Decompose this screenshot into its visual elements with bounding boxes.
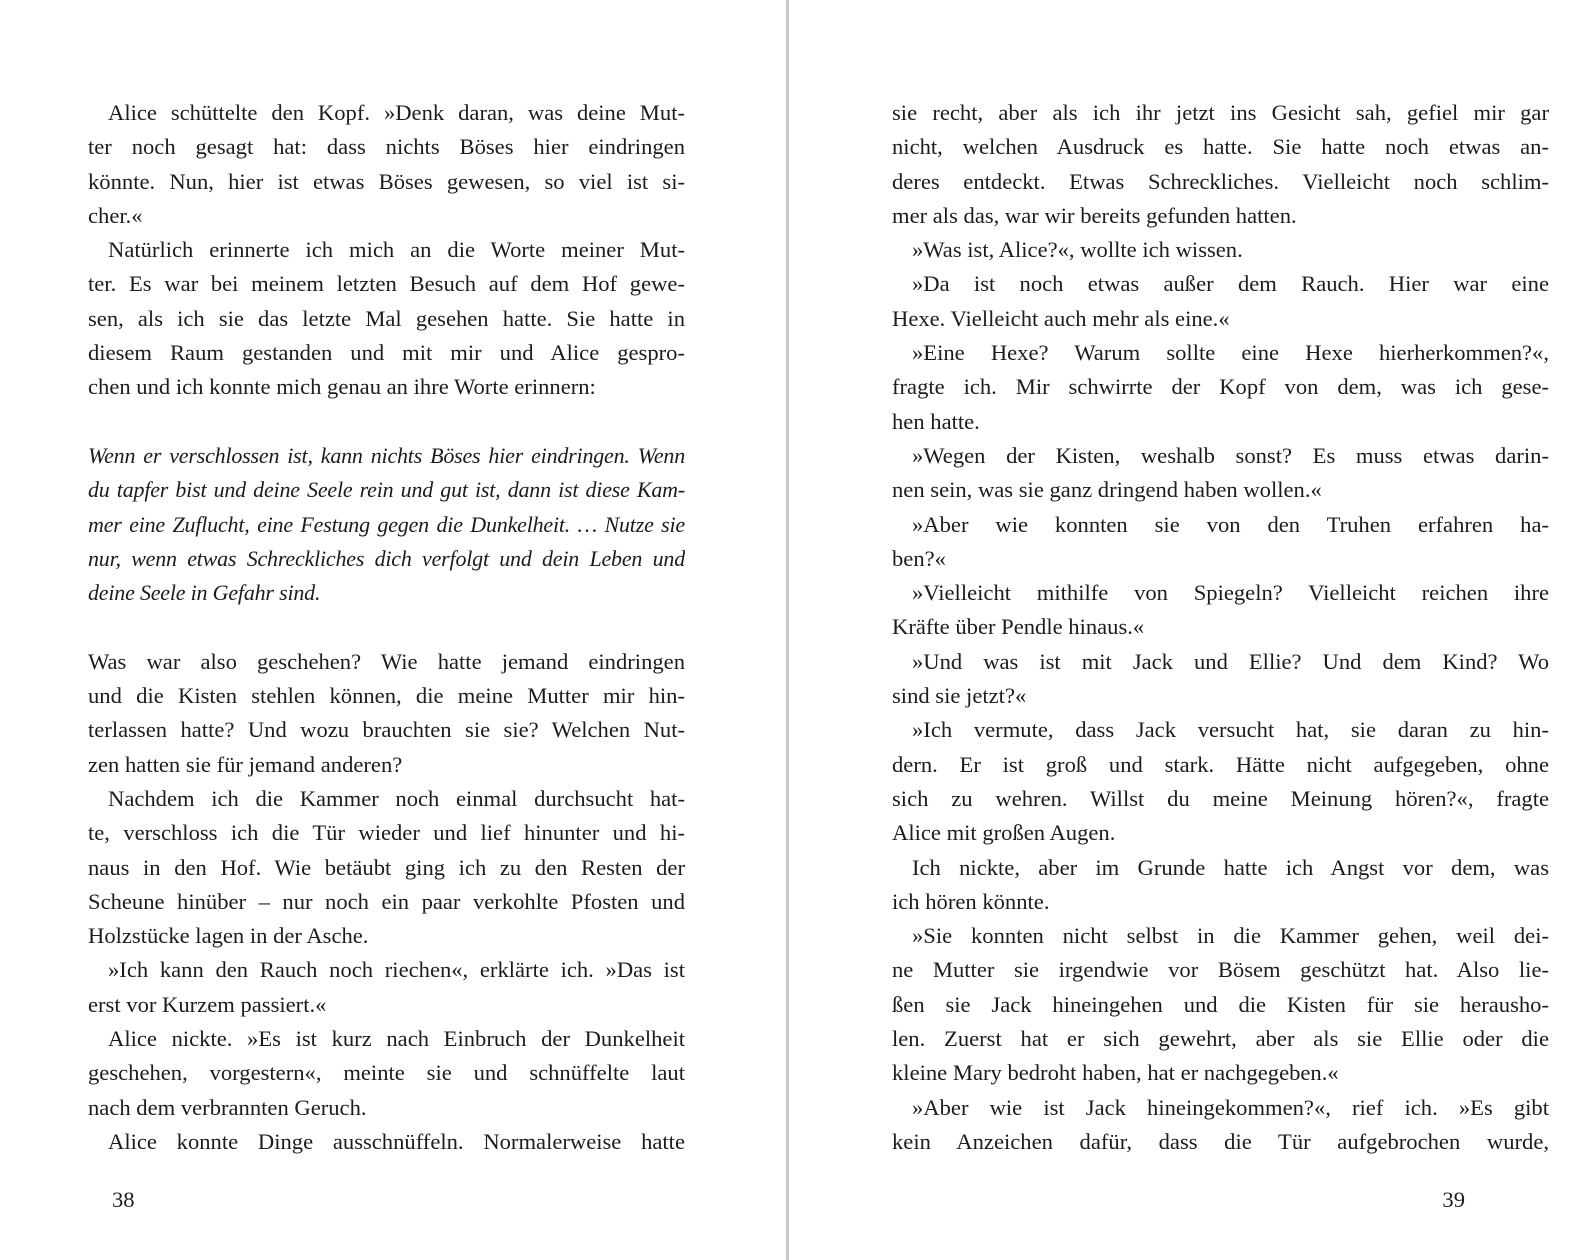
paragraph [892, 713, 1549, 850]
text-line: »Vielleicht mithilfe von Spiegeln? Vielleicht reichen ihre [912, 580, 1549, 606]
paragraph [892, 267, 1549, 336]
text-line: chen und ich konnte mich genau an ihre Worte erinnern: [88, 374, 596, 400]
text-line: ßen sie Jack hineingehen und die Kisten für sie herausho- [892, 991, 1549, 1017]
paragraph [88, 645, 685, 782]
text-line: Natürlich erinnerte ich mich an die Worte meiner Mut- [108, 237, 685, 263]
text-line: du tapfer bist und deine Seele rein und gut ist, dann ist diese Kam- [88, 477, 685, 503]
text-line: len. Zuerst hat er sich gewehrt, aber als sie Ellie oder die [892, 1026, 1549, 1052]
text-line: ben?« [892, 545, 946, 571]
text-line: kein Anzeichen dafür, dass die Tür aufgebrochen wurde, [892, 1128, 1549, 1154]
paragraph [88, 233, 685, 404]
text-line: »Aber wie konnten sie von den Truhen erfahren ha- [912, 511, 1549, 537]
text-line: »Sie konnten nicht selbst in die Kammer gehen, weil dei- [912, 923, 1549, 949]
text-line: Kräfte über Pendle hinaus.« [892, 614, 1145, 640]
right-page [789, 0, 1577, 1260]
text-line: Was war also geschehen? Wie hatte jemand eindringen [88, 648, 685, 674]
text-line: sind sie jetzt?« [892, 683, 1027, 709]
text-line: Wenn er verschlossen ist, kann nichts Böses hier eindringen. Wenn [88, 442, 685, 468]
text-line: »Ich kann den Rauch noch riechen«, erklärte ich. »Das ist [108, 957, 685, 983]
right-page-number: 39 [1442, 1187, 1465, 1212]
paragraph [892, 1091, 1549, 1160]
text-line: naus in den Hof. Wie betäubt ging ich zu den Resten der [88, 854, 685, 880]
quote-paragraph [88, 439, 685, 610]
paragraph [892, 439, 1549, 508]
text-line: diesem Raum gestanden und mit mir und Alice gespro- [88, 340, 685, 366]
text-line: »Was ist, Alice?«, wollte ich wissen. [912, 237, 1243, 263]
text-line: ich hören könnte. [892, 888, 1050, 914]
text-line: Holzstücke lagen in der Asche. [88, 923, 369, 949]
left-page-number: 38 [112, 1187, 135, 1212]
text-line: nen sein, was sie ganz dringend haben wollen.« [892, 477, 1322, 503]
text-line: kleine Mary bedroht haben, hat er nachgegeben.« [892, 1060, 1339, 1086]
left-page [0, 0, 786, 1260]
text-line: »Und was ist mit Jack und Ellie? Und dem Kind? Wo [912, 648, 1549, 674]
text-line: erst vor Kurzem passiert.« [88, 991, 327, 1017]
text-line: ne Mutter sie irgendwie vor Bösem geschützt hat. Also lie- [892, 957, 1549, 983]
text-line: mer als das, war wir bereits gefunden hatten. [892, 202, 1297, 228]
text-line: Alice mit großen Augen. [892, 820, 1116, 846]
text-line: »Da ist noch etwas außer dem Rauch. Hier war eine [912, 271, 1549, 297]
text-line: Alice schüttelte den Kopf. »Denk daran, was deine Mut- [108, 100, 685, 125]
paragraph [892, 576, 1549, 645]
text-line: sen, als ich sie das letzte Mal gesehen hatte. Sie hatte in [88, 305, 685, 331]
text-line: cher.« [88, 202, 143, 228]
paragraph [892, 919, 1549, 1090]
paragraph [892, 336, 1549, 439]
text-line: Nachdem ich die Kammer noch einmal durchsucht hat- [108, 785, 685, 811]
text-line: Alice konnte Dinge ausschnüffeln. Normalerweise hatte [108, 1128, 685, 1154]
paragraph [892, 645, 1549, 714]
text-line: terlassen hatte? Und wozu brauchten sie sie? Welchen Nut- [88, 717, 685, 743]
text-line: deres entdeckt. Etwas Schreckliches. Vielleicht noch schlim- [892, 168, 1549, 194]
paragraph [88, 1125, 685, 1159]
text-line: fragte ich. Mir schwirrte der Kopf von dem, was ich gese- [892, 374, 1549, 400]
paragraph [892, 851, 1549, 920]
text-line: ter noch gesagt hat: dass nichts Böses hier eindringen [88, 134, 685, 160]
text-line: nicht, welchen Ausdruck es hatte. Sie hatte noch etwas an- [892, 134, 1549, 160]
text-line: deine Seele in Gefahr sind. [88, 580, 321, 606]
text-line: Scheune hinüber – nur noch ein paar verkohlte Pfosten und [88, 888, 685, 914]
left-page-text [88, 96, 685, 1159]
right-page-text [892, 96, 1549, 1159]
text-line: ter. Es war bei meinem letzten Besuch auf dem Hof gewe- [88, 271, 685, 297]
text-line: zen hatten sie für jemand anderen? [88, 751, 403, 777]
text-line: hen hatte. [892, 408, 980, 434]
text-line: »Aber wie ist Jack hineingekommen?«, rief ich. »Es gibt [912, 1094, 1549, 1120]
paragraph [892, 233, 1549, 267]
text-line: sich zu wehren. Willst du meine Meinung hören?«, fragte [892, 785, 1549, 811]
text-line: te, verschloss ich die Tür wieder und lief hinunter und hi- [88, 820, 685, 846]
text-line: sie recht, aber als ich ihr jetzt ins Gesicht sah, gefiel mir gar [892, 100, 1549, 125]
paragraph [892, 96, 1549, 233]
paragraph [88, 96, 685, 233]
text-line: und die Kisten stehlen können, die meine Mutter mir hin- [88, 683, 685, 709]
text-line: »Ich vermute, dass Jack versucht hat, sie daran zu hin- [912, 717, 1549, 743]
paragraph [88, 1022, 685, 1125]
paragraph [88, 782, 685, 953]
text-line: mer eine Zuflucht, eine Festung gegen die Dunkelheit. … Nutze sie [88, 511, 685, 537]
text-line: Alice nickte. »Es ist kurz nach Einbruch der Dunkelheit [108, 1026, 685, 1052]
text-line: »Wegen der Kisten, weshalb sonst? Es muss etwas darin- [912, 442, 1549, 468]
text-line: Ich nickte, aber im Grunde hatte ich Angst vor dem, was [912, 854, 1549, 880]
text-line: nach dem verbrannten Geruch. [88, 1094, 367, 1120]
text-line: geschehen, vorgestern«, meinte sie und schnüffelte laut [88, 1060, 685, 1086]
paragraph [892, 508, 1549, 577]
text-line: Hexe. Vielleicht auch mehr als eine.« [892, 305, 1230, 331]
text-line: könnte. Nun, hier ist etwas Böses gewesen, so viel ist si- [88, 168, 685, 194]
paragraph [88, 953, 685, 1022]
text-line: dern. Er ist groß und stark. Hätte nicht aufgegeben, ohne [892, 751, 1549, 777]
text-line: nur, wenn etwas Schreckliches dich verfolgt und dein Leben und [88, 545, 685, 571]
text-line: »Eine Hexe? Warum sollte eine Hexe hierherkommen?«, [912, 340, 1549, 366]
